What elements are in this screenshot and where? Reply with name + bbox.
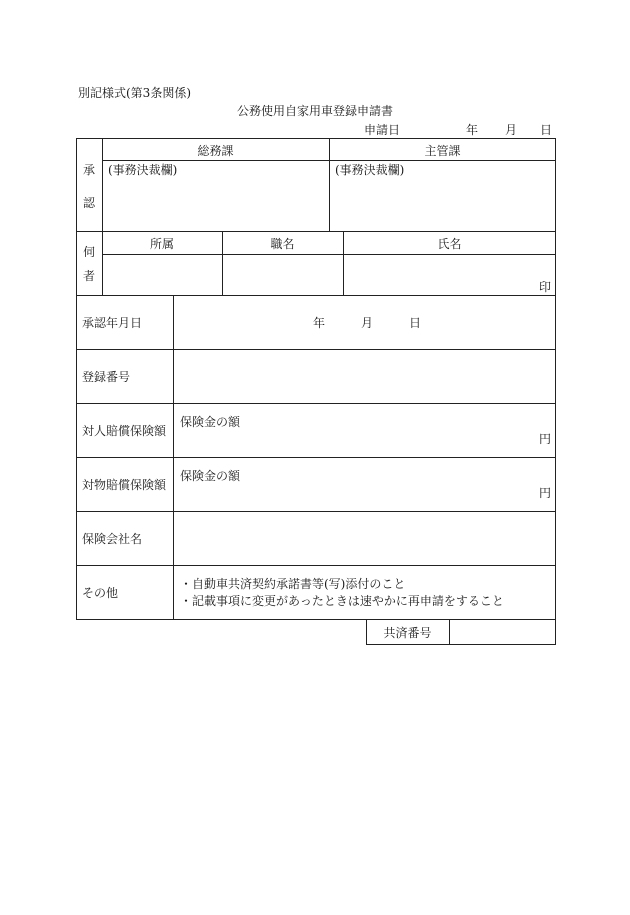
form-title: 公務使用自家用車登録申請書 — [236, 104, 393, 118]
affiliation-field[interactable] — [103, 255, 221, 295]
personal-liability-unit: 円 — [539, 432, 552, 446]
mutual-aid-number-field[interactable] — [450, 620, 555, 644]
position-field[interactable] — [223, 255, 342, 295]
approval-header-line — [102, 160, 556, 161]
property-liability-amount-label: 保険金の額 — [180, 469, 241, 483]
inquiry-side-label-1: 伺 — [82, 245, 95, 259]
inquiry-side-label-2: 者 — [82, 269, 95, 283]
approval-date-month: 月 — [361, 316, 374, 330]
mutual-aid-label: 共済番号 — [383, 626, 432, 640]
apply-date-day: 日 — [540, 123, 553, 137]
insurer-label: 保険会社名 — [82, 532, 143, 546]
insurer-field[interactable] — [174, 512, 555, 564]
position-header: 職名 — [270, 237, 295, 251]
approval-date-day: 日 — [409, 316, 422, 330]
registration-number-label: 登録番号 — [82, 370, 131, 384]
dept-in-charge-decision-field[interactable]: (事務決裁欄) — [335, 163, 405, 177]
row-line-5 — [76, 565, 556, 566]
property-liability-field[interactable] — [174, 458, 555, 510]
approval-side-label-2: 認 — [82, 196, 95, 210]
apply-date-year: 年 — [466, 123, 479, 137]
dept-in-charge-header: 主管課 — [424, 144, 461, 158]
registration-number-field[interactable] — [174, 350, 555, 402]
personal-liability-label: 対人賠償保険額 — [82, 424, 167, 438]
personal-liability-field[interactable] — [174, 404, 555, 456]
name-header: 氏名 — [437, 237, 462, 251]
general-affairs-header: 総務課 — [197, 144, 234, 158]
approval-date-label: 承認年月日 — [82, 316, 143, 330]
property-liability-unit: 円 — [539, 486, 552, 500]
seal-mark: 印 — [539, 280, 552, 294]
affiliation-header: 所属 — [149, 237, 174, 251]
property-liability-label: 対物賠償保険額 — [82, 478, 167, 492]
apply-date-month: 月 — [505, 123, 518, 137]
apply-date-label: 申請日 — [364, 123, 401, 137]
approval-date-year: 年 — [313, 316, 326, 330]
other-note-1: ・自動車共済契約承諾書等(写)添付のこと — [180, 577, 406, 591]
name-field[interactable] — [344, 255, 555, 295]
personal-liability-amount-label: 保険金の額 — [180, 415, 241, 429]
approval-side-label-1: 承 — [82, 163, 95, 177]
other-note-2: ・記載事項に変更があったときは速やかに再申請をすること — [180, 594, 504, 608]
other-label: その他 — [82, 586, 119, 600]
form-reference: 別記様式(第3条関係) — [78, 86, 191, 100]
general-affairs-decision-field[interactable]: (事務決裁欄) — [108, 163, 178, 177]
